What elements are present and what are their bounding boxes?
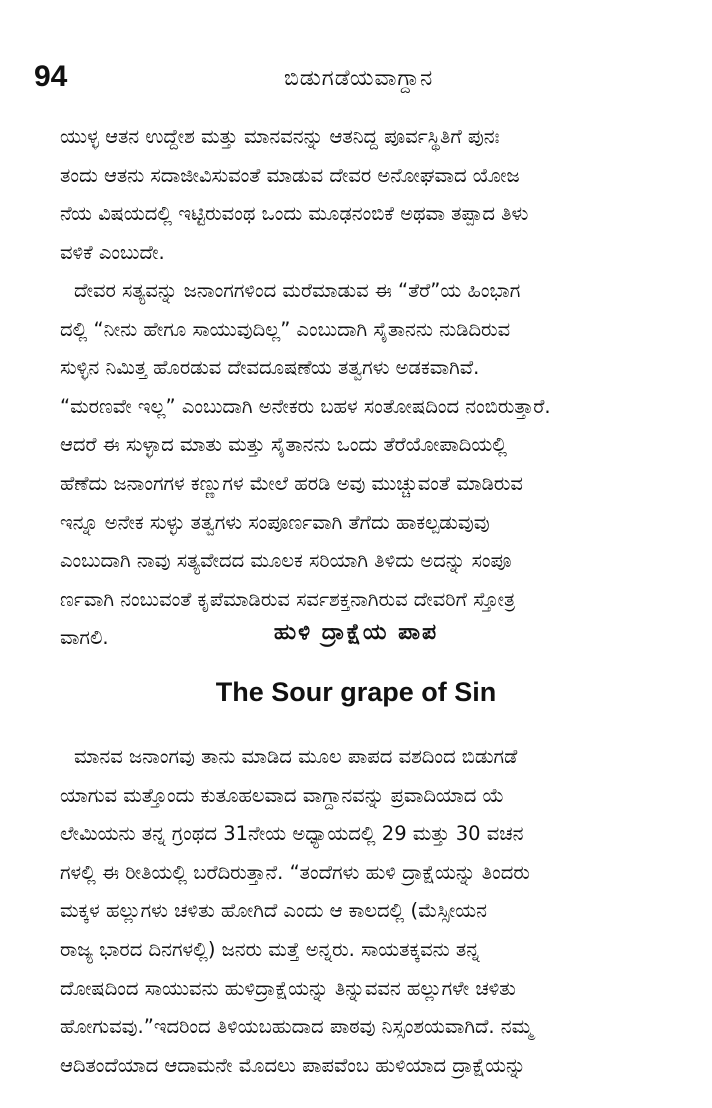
text-line: ವಾಗಲಿ.	[60, 626, 109, 650]
text-line: ಲೇಮಿಯನು ತನ್ನ ಗ್ರಂಥದ 31ನೇಯ ಅಧ್ಯಾಯದಲ್ಲಿ 29 ಮತ್ತು 30 ವಚನ	[60, 822, 524, 846]
text-line: ಮಕ್ಕಳ ಹಲ್ಲುಗಳು ಚಳಿತು ಹೋಗಿದೆ ಎಂದು ಆ ಕಾಲದಲ್ಲಿ (ಮೆಸ್ಸೀಯನ	[60, 899, 487, 923]
text-line: ದೋಷದಿಂದ ಸಾಯುವನು ಹುಳಿದ್ರಾಕ್ಷೆಯನ್ನು ತಿನ್ನುವವನ ಹಲ್ಲುಗಳೇ ಚಳಿತು	[60, 976, 516, 1000]
paragraph-1	[60, 118, 675, 272]
text-line: ಸುಳ್ಳಿನ ನಿಮಿತ್ತ ಹೊರಡುವ ದೇವದೂಷಣೆಯ ತತ್ವಗಳು ಅಡಕವಾಗಿವೆ.	[60, 356, 480, 380]
text-line: ಆದರೆ ಈ ಸುಳ್ಳಾದ ಮಾತು ಮತ್ತು ಸೈತಾನನು ಒಂದು ತೆರೆಯೋಪಾದಿಯಲ್ಲಿ	[60, 433, 508, 457]
section-heading-english: The Sour grape of Sin	[215, 677, 497, 707]
text-line: “ಮರಣವೇ ಇಲ್ಲ” ಎಂಬುದಾಗಿ ಅನೇಕರು ಬಹಳ ಸಂತೋಷದಿಂದ ನಂಬಿರುತ್ತಾರೆ.	[60, 394, 551, 418]
text-line: ಯುಳ್ಳ ಆತನ ಉದ್ದೇಶ ಮತ್ತು ಮಾನವನನ್ನು ಆತನಿದ್ದ ಪೂರ್ವಸ್ಥಿತಿಗೆ ಪುನಃ	[60, 125, 500, 148]
text-line: ಮಾನವ ಜನಾಂಗವು ತಾನು ಮಾಡಿದ ಮೂಲ ಪಾಪದ ವಶದಿಂದ ಬಿಡುಗಡೆ	[74, 745, 518, 768]
paragraph-2	[60, 272, 675, 658]
text-line: ಎಂಬುದಾಗಿ ನಾವು ಸತ್ಯವೇದದ ಮೂಲಕ ಸರಿಯಾಗಿ ತಿಳಿದು ಅದನ್ನು ಸಂಪೂ	[60, 549, 512, 573]
text-line: ಗಳಲ್ಲಿ ಈ ರೀತಿಯಲ್ಲಿ ಬರೆದಿರುತ್ತಾನೆ. “ತಂದೆಗಳು ಹುಳಿ ದ್ರಾಕ್ಷೆಯನ್ನು ತಿಂದರು	[60, 860, 530, 884]
page-number: 94	[34, 60, 68, 93]
text-line: ಆದಿತಂದೆಯಾದ ಆದಾಮನೇ ಮೊದಲು ಪಾಪವೆಂಬ ಹುಳಿಯಾದ ದ್ರಾಕ್ಷೆಯನ್ನು	[60, 1053, 526, 1077]
text-line: ರ್ಣವಾಗಿ ನಂಬುವಂತೆ ಕೃಪೆಮಾಡಿರುವ ಸರ್ವಶಕ್ತನಾಗಿರುವ ದೇವರಿಗೆ ಸ್ತೋತ್ರ	[60, 587, 516, 611]
text-line: ದೇವರ ಸತ್ಯವನ್ನು ಜನಾಂಗಗಳಿಂದ ಮರೆಮಾಡುವ ಈ “ತೆರೆ”ಯ ಹಿಂಭಾಗ	[74, 279, 521, 302]
text-line: ಯಾಗುವ ಮತ್ತೊಂದು ಕುತೂಹಲವಾದ ವಾಗ್ದಾನವನ್ನು ಪ್ರವಾದಿಯಾದ ಯೆ	[60, 783, 505, 807]
text-line: ದಲ್ಲಿ “ನೀನು ಹೇಗೂ ಸಾಯುವುದಿಲ್ಲ” ಎಂಬುದಾಗಿ ಸೈತಾನನು ನುಡಿದಿರುವ	[60, 317, 511, 341]
text-line: ಇನ್ನೂ ಅನೇಕ ಸುಳ್ಳು ತತ್ವಗಳು ಸಂಪೂರ್ಣವಾಗಿ ತೆಗೆದು ಹಾಕಲ್ಪಡುವುವು	[60, 510, 490, 534]
text-line: ಹೆಣೆದು ಜನಾಂಗಗಳ ಕಣ್ಣುಗಳ ಮೇಲೆ ಹರಡಿ ಅವು ಮುಚ್ಚುವಂತೆ ಮಾಡಿರುವ	[60, 471, 523, 495]
section-heading-kannada: ಹುಳಿ ದ್ರಾಕ್ಷೆಯ ಪಾಪ	[273, 620, 439, 645]
page-header	[34, 62, 672, 102]
running-title: ಬಿಡುಗಡೆಯವಾಗ್ದಾನ	[284, 66, 434, 91]
text-line: ತಂದು ಆತನು ಸದಾಜೀವಿಸುವಂತೆ ಮಾಡುವ ದೇವರ ಅನೋಘವಾದ ಯೋಜ	[60, 163, 520, 187]
text-line: ಹೋಗುವವು.”ಇದರಿಂದ ತಿಳಿಯಬಹುದಾದ ಪಾಠವು ನಿಸ್ಸಂಶಯವಾಗಿದೆ. ನಮ್ಮ	[60, 1015, 533, 1039]
text-line: ರಾಜ್ಯ ಭಾರದ ದಿನಗಳಲ್ಲಿ) ಜನರು ಮತ್ತೆ ಅನ್ನರು. ಸಾಯತಕ್ಕವನು ತನ್ನ	[60, 937, 480, 961]
text-line: ನೆಯ ವಿಷಯದಲ್ಲಿ ಇಟ್ಟಿರುವಂಥ ಒಂದು ಮೂಢನಂಬಿಕೆ ಅಥವಾ ತಪ್ಪಾದ ತಿಳು	[60, 202, 529, 226]
text-line: ವಳಿಕೆ ಎಂಬುದೇ.	[60, 240, 165, 264]
paragraph-3	[60, 738, 675, 1085]
